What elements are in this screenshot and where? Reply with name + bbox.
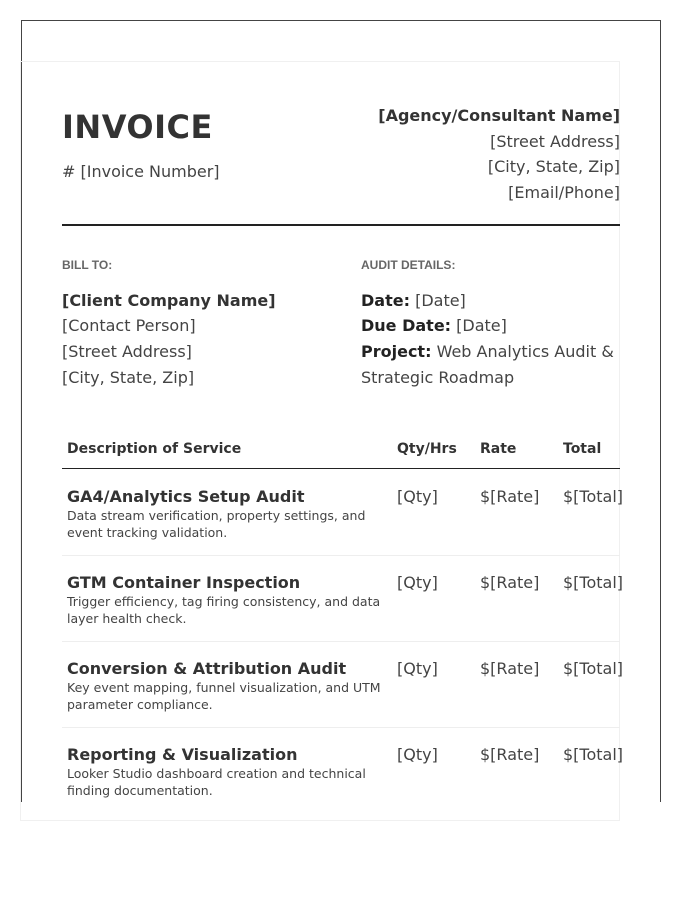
audit-project <box>361 342 614 361</box>
service-description: Data stream verification, property settings, and event tracking validation. <box>67 508 366 540</box>
row-divider <box>62 641 620 642</box>
client-company-name: [Client Company Name] <box>62 291 276 310</box>
service-total: $[Total] <box>563 659 624 678</box>
service-rate: $[Rate] <box>480 659 540 678</box>
audit-project-label: Project: <box>361 342 432 361</box>
service-qty: [Qty] <box>397 745 438 764</box>
service-name: GA4/Analytics Setup Audit <box>67 487 305 506</box>
column-header-rate: Rate <box>480 441 517 457</box>
service-rate: $[Rate] <box>480 745 540 764</box>
invoice-title: INVOICE <box>62 108 213 146</box>
client-street: [Street Address] <box>62 342 192 361</box>
service-total: $[Total] <box>563 573 624 592</box>
audit-date-label: Date: <box>361 291 410 310</box>
agency-name: [Agency/Consultant Name] <box>378 106 620 125</box>
service-total: $[Total] <box>563 487 624 506</box>
agency-city: [City, State, Zip] <box>487 157 620 176</box>
client-contact-person: [Contact Person] <box>62 316 196 335</box>
service-name: GTM Container Inspection <box>67 573 301 592</box>
service-rate: $[Rate] <box>480 487 540 506</box>
table-header-divider <box>62 468 620 469</box>
service-description: Key event mapping, funnel visualization, and UTM parameter compliance. <box>67 680 381 712</box>
service-total: $[Total] <box>563 745 624 764</box>
audit-date-value: [Date] <box>409 291 466 310</box>
agency-contact: [Email/Phone] <box>508 183 620 202</box>
service-rate: $[Rate] <box>480 573 540 592</box>
service-qty: [Qty] <box>397 659 438 678</box>
service-name: Conversion & Attribution Audit <box>67 659 347 678</box>
agency-street: [Street Address] <box>490 132 620 151</box>
service-description: Looker Studio dashboard creation and technical finding documentation. <box>67 766 366 798</box>
row-divider <box>62 727 620 728</box>
row-divider <box>62 555 620 556</box>
service-name: Reporting & Visualization <box>67 745 298 764</box>
column-header-total: Total <box>563 441 602 457</box>
column-header-description: Description of Service <box>67 441 242 457</box>
audit-due-date <box>361 316 507 335</box>
audit-project-value: Web Analytics Audit & <box>431 342 614 361</box>
service-qty: [Qty] <box>397 487 438 506</box>
audit-date <box>361 291 466 310</box>
audit-due-label: Due Date: <box>361 316 452 335</box>
bill-to-label: BILL TO: <box>62 258 113 272</box>
header-divider <box>62 224 620 226</box>
audit-details-label: AUDIT DETAILS: <box>361 258 456 272</box>
audit-project-continued: Strategic Roadmap <box>361 368 515 387</box>
service-description: Trigger efficiency, tag firing consistency, and data layer health check. <box>67 594 381 626</box>
service-qty: [Qty] <box>397 573 438 592</box>
column-header-qty: Qty/Hrs <box>397 441 457 457</box>
client-city: [City, State, Zip] <box>62 368 195 387</box>
invoice-number: # [Invoice Number] <box>62 162 220 181</box>
audit-due-value: [Date] <box>451 316 507 335</box>
